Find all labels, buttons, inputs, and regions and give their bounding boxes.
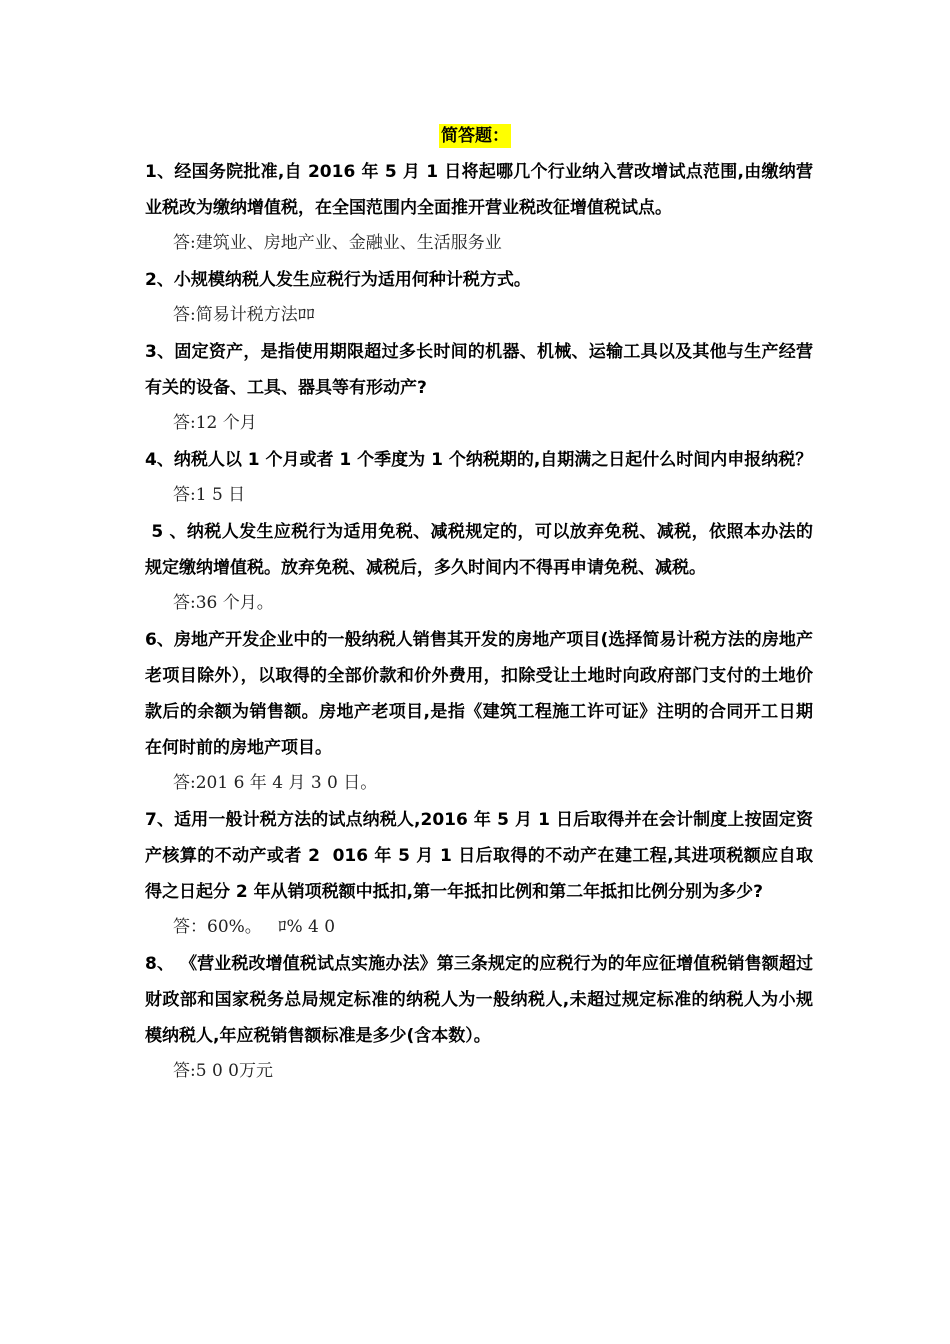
qa-list <box>145 154 813 1090</box>
question-2: 2、小规模纳税人发生应税行为适用何种计税方式。 <box>145 270 531 290</box>
question-6: 6、房地产开发企业中的一般纳税人销售其开发的房地产项目(选择简易计税方法的房地产老项目除外），以取得的全部价款和价外费用，扣除受让土地时向政府部门支付的土地价款后的余额为销售额。房地产老项目,是指《建筑工程施工许可证》注明的合同开工日期在何时前的房地产项目。 <box>145 630 813 758</box>
title-container <box>0 124 950 148</box>
answer-7: 答：60%。 ﾛ% 4 0 <box>173 917 336 937</box>
question-1: 1、经国务院批准,自 2016 年 5 月 1 日将起哪几个行业纳入营改增试点范围,由缴纳营业税改为缴纳增值税，在全国范围内全面推开营业税改征增值税试点。 <box>145 162 813 218</box>
question-5: 5 、纳税人发生应税行为适用免税、减税规定的，可以放弃免税、减税，依照本办法的规定缴纳增值税。放弃免税、减税后，多久时间内不得再申请免税、减税。 <box>145 522 813 578</box>
answer-3: 答:12 个月 <box>173 413 257 433</box>
answer-2: 答:简易计税方法ﾛﾛ <box>173 305 315 325</box>
answer-4: 答:1 5 日 <box>173 485 246 505</box>
answer-1: 答:建筑业、房地产业、金融业、生活服务业 <box>173 233 502 253</box>
answer-8: 答:5 0 0万元 <box>173 1061 273 1081</box>
answer-6: 答:201 6 年 4 月 3 0 日。 <box>173 773 378 793</box>
question-4: 4、纳税人以 1 个月或者 1 个季度为 1 个纳税期的,自期满之日起什么时间内申报纳税？ <box>145 450 813 470</box>
question-8: 8、 《营业税改增值税试点实施办法》第三条规定的应税行为的年应征增值税销售额超过财政部和国家税务总局规定标准的纳税人为一般纳税人,未超过规定标准的纳税人为小规模纳税人,年应税销售额标准是多少(含本数）。 <box>145 954 813 1046</box>
section-title: 简答题： <box>441 126 509 146</box>
answer-5: 答:36 个月。 <box>173 593 274 613</box>
question-7: 7、适用一般计税方法的试点纳税人,2016 年 5 月 1 日后取得并在会计制度上按固定资产核算的不动产或者 2 016 年 5 月 1 日后取得的不动产在建工程,其进项税额应自取得之日起分 2 年从销项税额中抵扣,第一年抵扣比例和第二年抵扣比例分别为多少? <box>145 810 813 902</box>
question-3: 3、固定资产，是指使用期限超过多长时间的机器、机械、运输工具以及其他与生产经营有关的设备、工具、器具等有形动产? <box>145 342 813 398</box>
